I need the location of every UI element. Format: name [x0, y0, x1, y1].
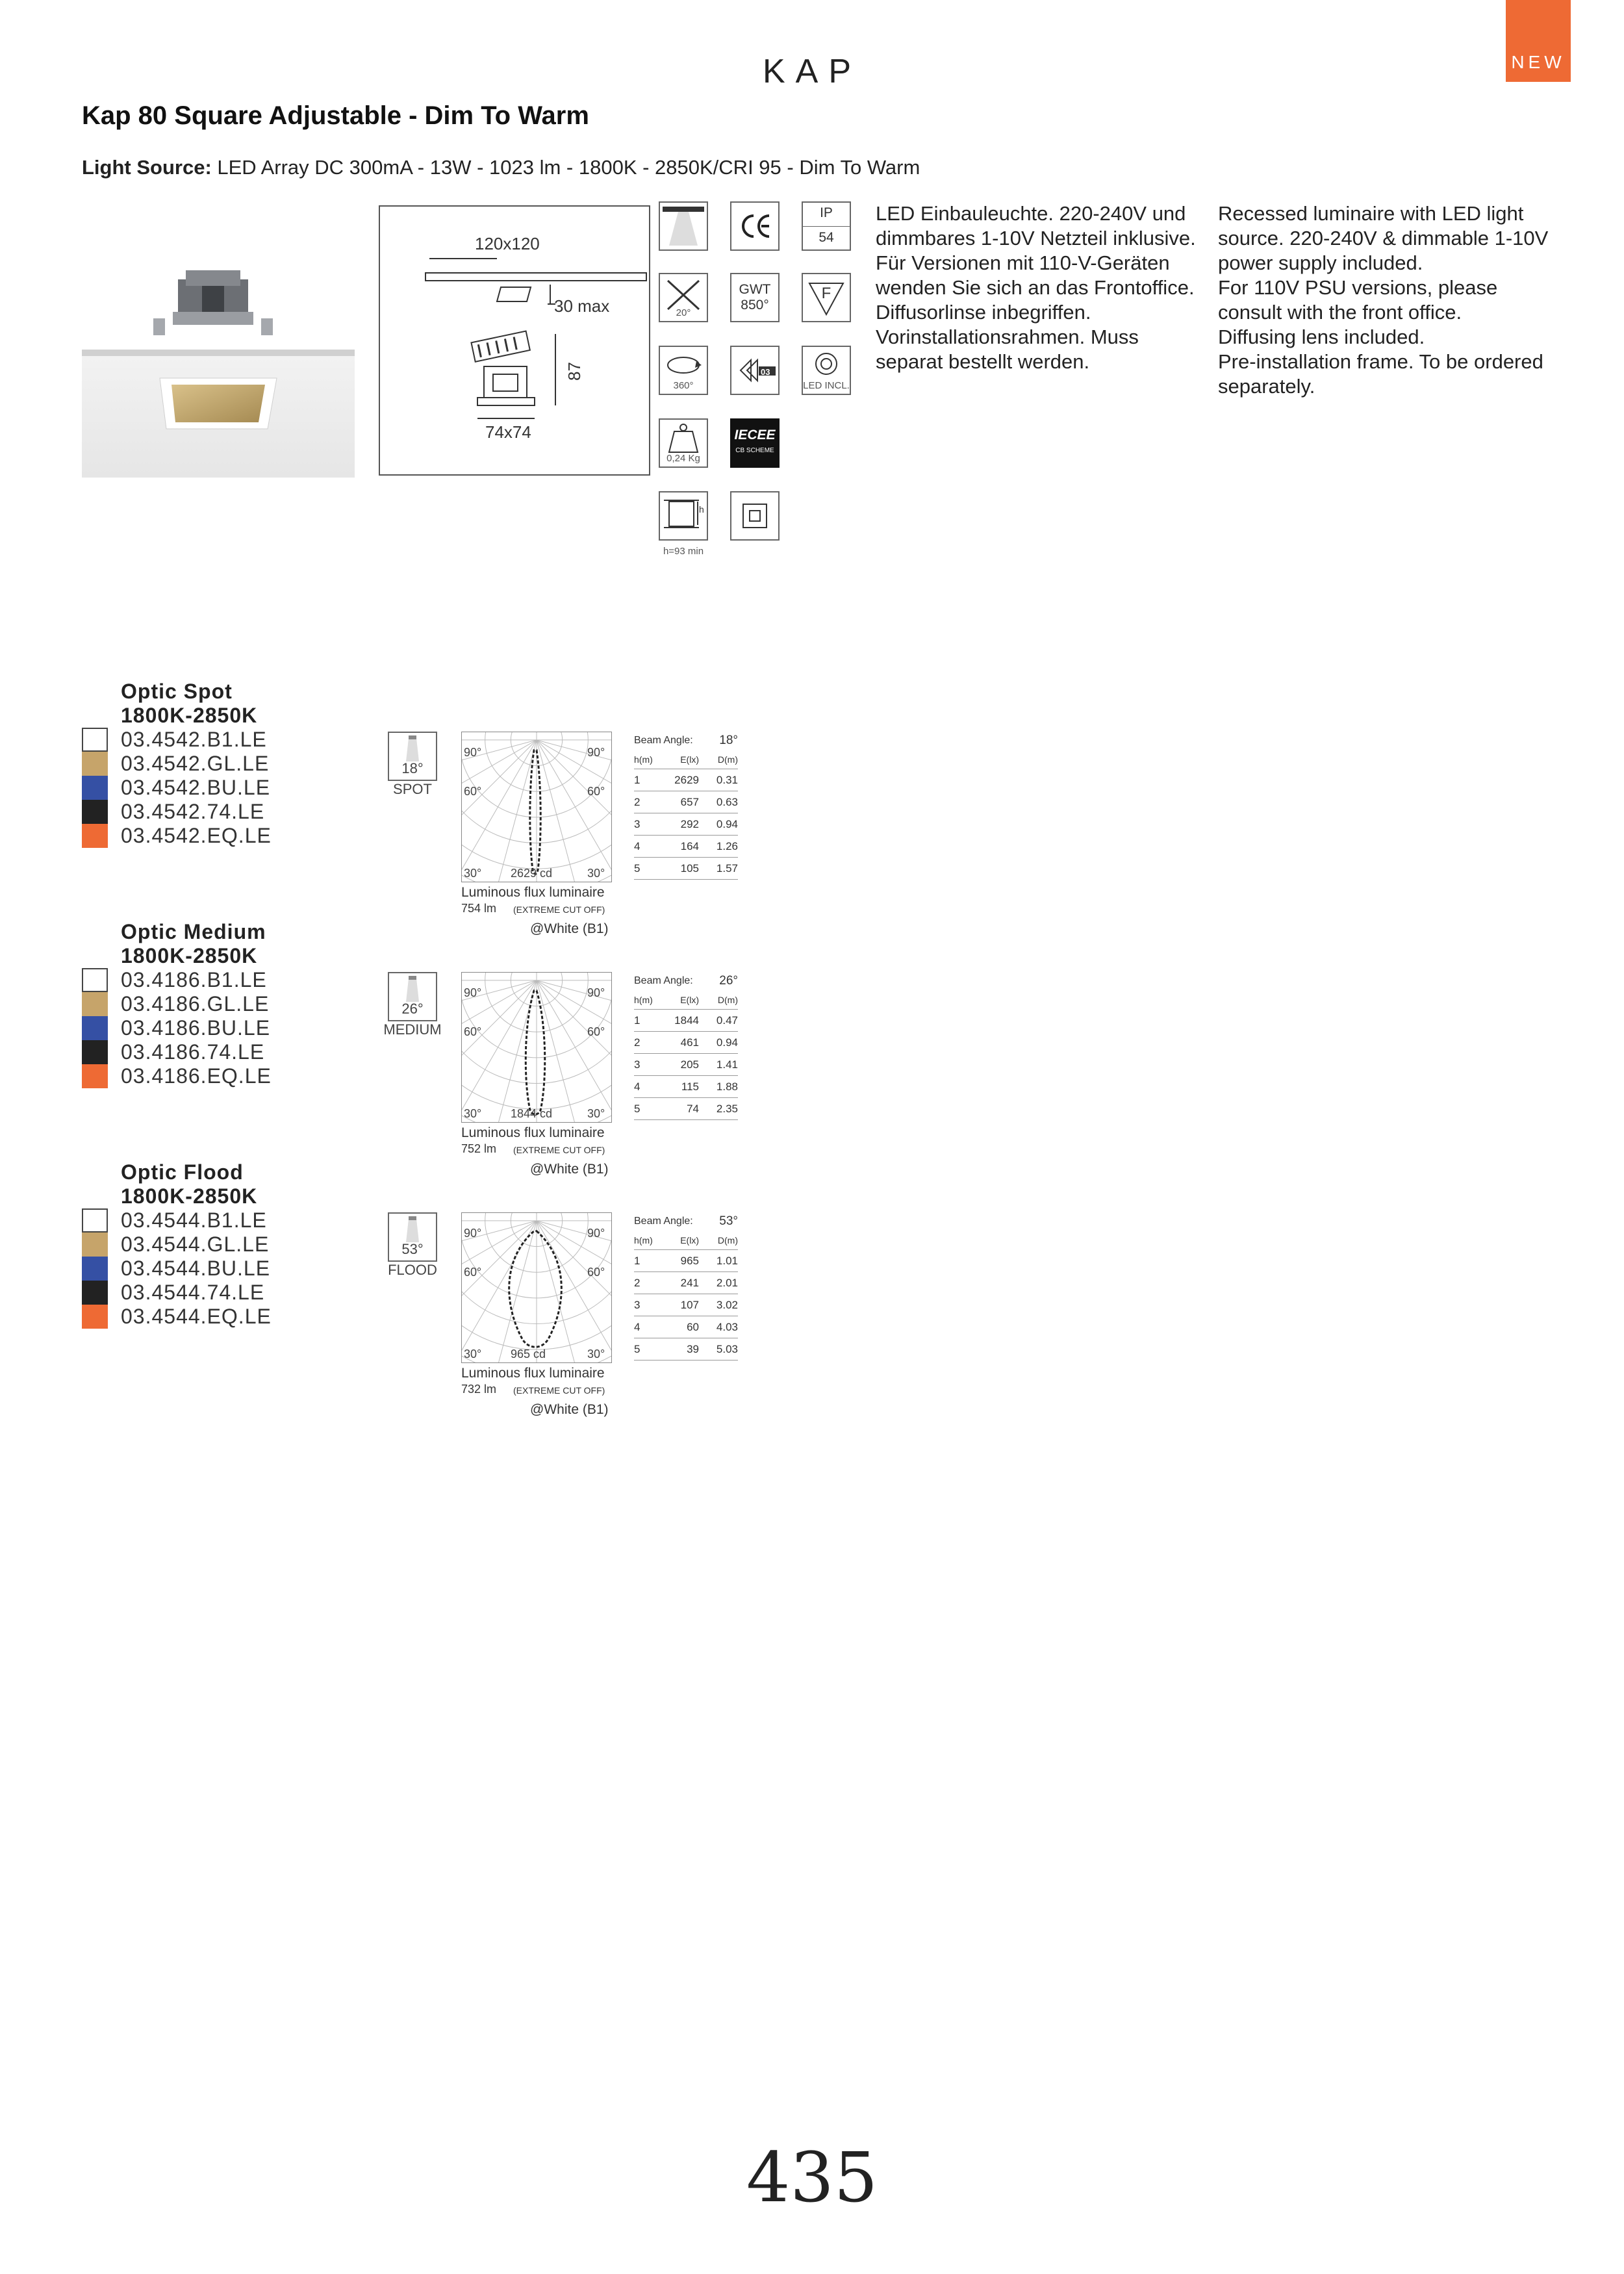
- beam-direction-icon: [659, 201, 708, 251]
- led-included-label: LED INCL.: [803, 380, 850, 391]
- height-cell: 4: [634, 1080, 641, 1093]
- f-mark-label: F: [821, 285, 831, 302]
- height-cell: 1: [634, 773, 641, 786]
- description-german: [876, 201, 1213, 374]
- height-dimension: 87: [565, 362, 584, 381]
- height-cell: 4: [634, 1320, 641, 1333]
- beam-type-label: FLOOD: [388, 1262, 437, 1278]
- diameter-cell: 1.88: [716, 1080, 738, 1093]
- product-code: 03.4542.BU.LE: [121, 776, 271, 799]
- product-code-row: [82, 1040, 264, 1064]
- finish-swatch-blue: [82, 776, 108, 800]
- desc-de-line: separat bestellt werden.: [876, 350, 1090, 373]
- polar-label-90-left: 90°: [464, 986, 482, 999]
- product-code: 03.4544.EQ.LE: [121, 1305, 272, 1328]
- beam-type-icon: [388, 732, 437, 781]
- iecee-icon: [730, 418, 780, 468]
- height-cell: 3: [634, 817, 641, 830]
- beam-table-header: [634, 750, 738, 769]
- product-code: 03.4544.B1.LE: [121, 1208, 267, 1232]
- beam-angle-value: 18°: [719, 734, 738, 747]
- finish-swatch-blue: [82, 1016, 108, 1040]
- desc-de-line: LED Einbauleuchte. 220-240V und: [876, 202, 1186, 225]
- product-code: 03.4186.B1.LE: [121, 968, 267, 991]
- ce-mark-icon: [730, 201, 780, 251]
- base-dimension: 74x74: [485, 422, 531, 442]
- polar-label-60-right: 60°: [587, 1266, 605, 1279]
- finish-swatch-gold: [82, 1233, 108, 1257]
- illuminance-cell: 205: [680, 1058, 699, 1071]
- page-number: 435: [746, 2138, 878, 2217]
- beam-angle-label: Beam Angle:: [634, 1216, 693, 1227]
- beam-table-row: [634, 1098, 738, 1120]
- polar-label-30-right: 30°: [587, 1348, 605, 1361]
- product-code-row: [82, 1064, 272, 1088]
- iecee-label: IECEE: [734, 428, 776, 442]
- diameter-cell: 0.94: [716, 1036, 738, 1049]
- light-source-value: LED Array DC 300mA - 13W - 1023 lm - 1800K - 2850K/CRI 95 - Dim To Warm: [211, 156, 920, 179]
- beam-table-row: [634, 858, 738, 880]
- illuminance-cell: 39: [687, 1342, 699, 1355]
- product-code: 03.4542.EQ.LE: [121, 824, 272, 847]
- beam-table-row: [634, 1076, 738, 1098]
- product-code-row: [82, 968, 267, 992]
- flux-label: Luminous flux luminaire: [461, 1125, 605, 1140]
- optic-temperature: 1800K-2850K: [121, 1184, 258, 1208]
- product-code-row: [82, 1257, 270, 1281]
- beam-table-row: [634, 791, 738, 813]
- height-cell: 5: [634, 1102, 641, 1115]
- illuminance-cell: 74: [687, 1102, 699, 1115]
- flux-note: (EXTREME CUT OFF): [513, 904, 605, 915]
- beam-table-row: [634, 1032, 738, 1054]
- flux-label: Luminous flux luminaire: [461, 885, 605, 900]
- rotation-icon: [659, 346, 708, 395]
- finish-swatch-gold: [82, 992, 108, 1016]
- height-cell: 1: [634, 1254, 641, 1267]
- polar-candela: 965 cd: [511, 1348, 546, 1361]
- beam-type-label: MEDIUM: [383, 1021, 442, 1038]
- col-illuminance: E(lx): [680, 754, 699, 765]
- diameter-cell: 2.01: [716, 1276, 738, 1289]
- diameter-cell: 0.94: [716, 817, 738, 830]
- desc-en-line: consult with the front office.: [1218, 301, 1462, 324]
- polar-label-90-right: 90°: [587, 1227, 605, 1240]
- brand-title: KAP: [762, 53, 862, 90]
- illuminance-cell: 107: [680, 1298, 699, 1311]
- flux-value: 752 lm: [461, 1142, 497, 1155]
- beam-type-label: SPOT: [393, 781, 432, 797]
- desc-de-line: Diffusorlinse inbegriffen.: [876, 301, 1091, 324]
- iecee-sub: CB SCHEME: [735, 447, 774, 454]
- polar-label-60-right: 60°: [587, 785, 605, 798]
- col-height: h(m): [634, 754, 653, 765]
- finish-swatch-white: [82, 1208, 108, 1233]
- illuminance-cell: 164: [680, 839, 699, 852]
- polar-label-90-left: 90°: [464, 1227, 482, 1240]
- desc-de-line: Vorinstallationsrahmen. Muss: [876, 326, 1139, 348]
- product-code: 03.4542.B1.LE: [121, 728, 267, 751]
- beam-table: [634, 1212, 738, 1361]
- product-code: 03.4542.GL.LE: [121, 752, 270, 775]
- polar-label-30-right: 30°: [587, 1107, 605, 1120]
- product-code: 03.4542.74.LE: [121, 800, 265, 823]
- product-code-row: [82, 1305, 272, 1329]
- tilt-angle-icon: [659, 273, 708, 322]
- desc-de-line: dimmbares 1-10V Netzteil inklusive.: [876, 227, 1196, 249]
- beam-table-row: [634, 769, 738, 791]
- beam-table-row: [634, 1250, 738, 1272]
- diameter-cell: 1.41: [716, 1058, 738, 1071]
- illuminance-cell: 292: [680, 817, 699, 830]
- polar-candela: 2629 cd: [511, 867, 553, 880]
- new-badge-label: NEW: [1511, 52, 1566, 72]
- beam-angle-header: [634, 732, 738, 750]
- white-note: @White (B1): [530, 921, 609, 936]
- product-code: 03.4186.GL.LE: [121, 992, 270, 1016]
- desc-de-line: Für Versionen mit 110-V-Geräten: [876, 251, 1170, 274]
- description-english: [1218, 201, 1582, 399]
- polar-candela: 1844 cd: [511, 1107, 553, 1120]
- product-code-row: [82, 1208, 267, 1233]
- illuminance-cell: 1844: [674, 1014, 699, 1027]
- finish-swatch-white: [82, 968, 108, 992]
- max-depth-dimension: 30 max: [554, 296, 610, 316]
- light-source: [82, 156, 920, 179]
- product-code-row: [82, 992, 269, 1016]
- weight-value: 0,24 Kg: [666, 453, 700, 464]
- product-code-row: [82, 1281, 264, 1305]
- beam-degree: 18°: [401, 760, 424, 776]
- recess-height-icon: [659, 491, 708, 541]
- beam-angle-header: [634, 1212, 738, 1231]
- height-cell: 4: [634, 839, 641, 852]
- height-cell: 2: [634, 795, 641, 808]
- finish-swatch-black: [82, 1281, 108, 1305]
- desc-en-line: Recessed luminaire with LED light: [1218, 202, 1524, 225]
- desc-de-line: wenden Sie sich an das Frontoffice.: [876, 276, 1195, 299]
- polar-label-90-right: 90°: [587, 746, 605, 759]
- min-height-note: h=93 min: [663, 546, 704, 557]
- beam-table-row: [634, 1054, 738, 1076]
- flux-note: (EXTREME CUT OFF): [513, 1385, 605, 1396]
- height-cell: 2: [634, 1036, 641, 1049]
- illuminance-cell: 241: [680, 1276, 699, 1289]
- optic-title: Optic Flood: [121, 1160, 244, 1184]
- h-mark: h: [699, 504, 704, 515]
- beam-degree: 53°: [401, 1241, 424, 1257]
- polar-label-60-left: 60°: [464, 1025, 482, 1038]
- product-code-row: [82, 800, 264, 824]
- beam-table-row: [634, 1316, 738, 1338]
- diameter-cell: 0.47: [716, 1014, 738, 1027]
- desc-en-line: source. 220-240V & dimmable 1-10V: [1218, 227, 1549, 249]
- product-code-row: [82, 776, 270, 800]
- beam-table-row: [634, 1294, 738, 1316]
- illuminance-cell: 60: [687, 1320, 699, 1333]
- height-cell: 1: [634, 1014, 641, 1027]
- beam-degree: 26°: [401, 1001, 424, 1017]
- white-note: @White (B1): [530, 1162, 609, 1177]
- product-code-row: [82, 824, 272, 848]
- beam-table-row: [634, 836, 738, 858]
- height-cell: 5: [634, 1342, 641, 1355]
- diameter-cell: 1.26: [716, 839, 738, 852]
- polar-label-60-left: 60°: [464, 1266, 482, 1279]
- product-code-row: [82, 728, 267, 752]
- col-height: h(m): [634, 1234, 653, 1246]
- illuminance-cell: 2629: [674, 773, 699, 786]
- beam-table-row: [634, 1338, 738, 1361]
- diameter-cell: 2.35: [716, 1102, 738, 1115]
- product-code: 03.4544.74.LE: [121, 1281, 265, 1304]
- finish-swatch-orange: [82, 1305, 108, 1329]
- beam-angle-label: Beam Angle:: [634, 975, 693, 986]
- finish-swatch-blue: [82, 1257, 108, 1281]
- led-class-value: 03: [761, 367, 770, 377]
- finish-swatch-black: [82, 1040, 108, 1064]
- polar-label-60-right: 60°: [587, 1025, 605, 1038]
- white-note: @White (B1): [530, 1402, 609, 1417]
- led-class-icon: [730, 346, 780, 395]
- polar-label-30-left: 30°: [464, 1107, 482, 1120]
- diameter-cell: 0.31: [716, 773, 738, 786]
- glow-wire-icon: [730, 273, 780, 322]
- weight-icon: [659, 418, 708, 468]
- rotation-value: 360°: [673, 380, 694, 391]
- height-cell: 3: [634, 1298, 641, 1311]
- optic-temperature: 1800K-2850K: [121, 704, 258, 727]
- diameter-cell: 5.03: [716, 1342, 738, 1355]
- product-photo: [82, 208, 355, 478]
- polar-label-30-left: 30°: [464, 867, 482, 880]
- polar-label-30-right: 30°: [587, 867, 605, 880]
- product-code: 03.4544.BU.LE: [121, 1257, 271, 1280]
- technical-drawing: [379, 205, 650, 476]
- ip-rating-icon: [802, 201, 851, 251]
- ip-value: 54: [818, 230, 834, 245]
- finish-swatch-black: [82, 800, 108, 824]
- product-code-row: [82, 1233, 269, 1257]
- product-title: Kap 80 Square Adjustable - Dim To Warm: [82, 101, 589, 130]
- gwt-value: 850°: [741, 298, 769, 313]
- product-code: 03.4544.GL.LE: [121, 1233, 270, 1256]
- beam-angle-header: [634, 972, 738, 990]
- desc-en-line: For 110V PSU versions, please: [1218, 276, 1498, 299]
- desc-en-line: Diffusing lens included.: [1218, 326, 1425, 348]
- gwt-label: GWT: [739, 282, 771, 297]
- polar-label-30-left: 30°: [464, 1348, 482, 1361]
- col-diameter: D(m): [717, 994, 738, 1005]
- led-included-icon: [802, 346, 851, 395]
- light-source-label: Light Source:: [82, 156, 212, 179]
- flux-note: (EXTREME CUT OFF): [513, 1145, 605, 1155]
- product-code-row: [82, 752, 269, 776]
- polar-label-90-right: 90°: [587, 986, 605, 999]
- finish-swatch-gold: [82, 752, 108, 776]
- product-code-row: [82, 1016, 270, 1040]
- desc-en-line: separately.: [1218, 375, 1315, 398]
- flux-value: 754 lm: [461, 902, 497, 915]
- beam-angle-value: 53°: [719, 1214, 738, 1228]
- diameter-cell: 0.63: [716, 795, 738, 808]
- height-cell: 5: [634, 862, 641, 875]
- illuminance-cell: 965: [680, 1254, 699, 1267]
- beam-angle-label: Beam Angle:: [634, 735, 693, 746]
- diameter-cell: 4.03: [716, 1320, 738, 1333]
- beam-type-icon: [388, 972, 437, 1021]
- polar-label-60-left: 60°: [464, 785, 482, 798]
- height-cell: 2: [634, 1276, 641, 1289]
- beam-table: [634, 732, 738, 880]
- diameter-cell: 1.57: [716, 862, 738, 875]
- beam-table-header: [634, 1231, 738, 1250]
- diameter-cell: 3.02: [716, 1298, 738, 1311]
- desc-en-line: Pre-installation frame. To be ordered: [1218, 350, 1543, 373]
- optic-title: Optic Spot: [121, 680, 233, 703]
- beam-table-row: [634, 1272, 738, 1294]
- optic-temperature: 1800K-2850K: [121, 944, 258, 967]
- beam-table-row: [634, 813, 738, 836]
- f-mark-icon: [802, 273, 851, 322]
- optic-title: Optic Medium: [121, 920, 266, 943]
- square-trim-icon: [730, 491, 780, 541]
- product-code: 03.4186.EQ.LE: [121, 1064, 272, 1088]
- beam-table: [634, 972, 738, 1120]
- finish-swatch-orange: [82, 1064, 108, 1088]
- product-code: 03.4186.BU.LE: [121, 1016, 271, 1040]
- tilt-angle-value: 20°: [676, 307, 691, 318]
- beam-table-header: [634, 990, 738, 1010]
- col-diameter: D(m): [717, 754, 738, 765]
- height-cell: 3: [634, 1058, 641, 1071]
- illuminance-cell: 657: [680, 795, 699, 808]
- desc-en-line: power supply included.: [1218, 251, 1423, 274]
- beam-table-row: [634, 1010, 738, 1032]
- col-diameter: D(m): [717, 1234, 738, 1246]
- beam-type-icon: [388, 1212, 437, 1262]
- col-height: h(m): [634, 994, 653, 1005]
- finish-swatch-orange: [82, 824, 108, 848]
- finish-swatch-white: [82, 728, 108, 752]
- col-illuminance: E(lx): [680, 994, 699, 1005]
- illuminance-cell: 115: [681, 1080, 699, 1093]
- ip-label: IP: [820, 205, 833, 220]
- flux-value: 732 lm: [461, 1383, 497, 1396]
- beam-angle-value: 26°: [719, 974, 738, 988]
- polar-label-90-left: 90°: [464, 746, 482, 759]
- product-code: 03.4186.74.LE: [121, 1040, 265, 1064]
- illuminance-cell: 105: [680, 862, 699, 875]
- illuminance-cell: 461: [680, 1036, 699, 1049]
- col-illuminance: E(lx): [680, 1234, 699, 1246]
- cutout-dimension: 120x120: [475, 234, 540, 253]
- flux-label: Luminous flux luminaire: [461, 1366, 605, 1381]
- diameter-cell: 1.01: [716, 1254, 738, 1267]
